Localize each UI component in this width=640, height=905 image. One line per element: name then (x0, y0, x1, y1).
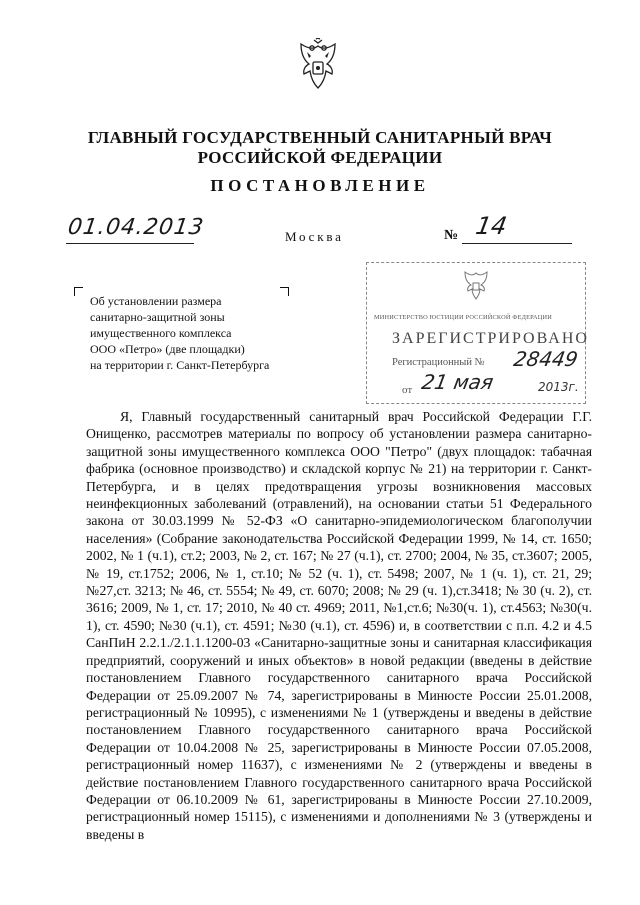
handwritten-number: 14 (473, 212, 510, 240)
issuer-country: РОССИЙСКОЙ ФЕДЕРАЦИИ (197, 148, 443, 167)
subject-line: имущественного комплекса (90, 326, 232, 340)
subject-line: ООО «Петро» (две площадки) (90, 342, 245, 356)
stamp-reg-number: 28449 (511, 347, 580, 371)
handwritten-date: 01.04.2013 (66, 215, 206, 240)
coat-of-arms-emblem (295, 38, 341, 90)
stamp-from-label: от (402, 384, 413, 396)
registration-stamp (366, 262, 589, 402)
subject-line: на территории г. Санкт-Петербурга (90, 358, 270, 372)
subject-line: санитарно-защитной зоны (90, 310, 225, 324)
document-type: ПОСТАНОВЛЕНИЕ (210, 176, 430, 195)
stamp-eagle-icon (462, 268, 490, 300)
stamp-reg-label: Регистрационный № (392, 357, 485, 368)
date-underline (66, 243, 194, 244)
subject-block (90, 293, 269, 373)
city: Москва (285, 229, 344, 244)
stamp-reg-year: 2013г. (538, 380, 579, 394)
issuer-title: ГЛАВНЫЙ ГОСУДАРСТВЕННЫЙ САНИТАРНЫЙ ВРАЧ (87, 128, 553, 147)
stamp-registered: ЗАРЕГИСТРИРОВАНО (392, 330, 589, 347)
number-underline (462, 243, 572, 244)
subject-line: Об установлении размера (90, 294, 222, 308)
stamp-ministry: МИНИСТЕРСТВО ЮСТИЦИИ РОССИЙСКОЙ ФЕДЕРАЦИИ (374, 314, 553, 321)
subject-bracket-left (74, 287, 83, 296)
body-paragraph: Я, Главный государственный санитарный врач Российской Федерации Г.Г. Онищенко, рассмотрев материалы по вопросу об установлении размера санитарно-защитной зоны имущественного комплекса ООО "Петро" (двух площадок: табачная фабрика (основное производство) и складской корпус № 21) на территории г. Санкт-Петербурга, и в целях предотвращения угрозы возникновения массовых неинфекционных заболеваний (отравлений), на основании статьи 51 Федерального закона от 30.03.1999 № 52-ФЗ «О санитарно-эпидемиологическом благополучии населения» (Собрание законодательства Российской Федерации 1999, № 14, ст. 1650; 2002, № 1 (ч.1), ст.2; 2003, № 2, ст. 167; № 27 (ч.1), ст. 2700; 2004, № 35, ст.3607; 2005, № 19, ст.1752; 2006, № 1, ст.10; № 52 (ч. 1), ст. 5498; 2007, № 1 (ч. 1), ст. 21, 29; №27,ст. 3213; № 46, ст. 5554; № 49, ст. 6070; 2008; № 29 (ч. 1),ст.3418; № 30 (ч. 2), ст. 3616; 2009, № 1, ст. 17; 2010, № 40 ст. 4969; 2011, №1,ст.6; №30(ч. 1), ст.4563; №30(ч. 1), ст. 4590; №30 (ч.1), ст. 4591; №30 (ч.1), ст. 4596) и, в соответствии с п.п. 4.2 и 4.5 СанПиН 2.2.1./2.1.1.1200-03 «Санитарно-защитные зоны и санитарная классификация предприятий, сооружений и иных объектов» в новой редакции (введены в действие постановлением Главного государственного санитарного врача Российской Федерации от 25.09.2007 № 74, зарегистрированы в Минюсте России 25.01.2008, регистрационный № 10995), с изменениями № 1 (утверждены и введены в действие постановлением Главного государственного санитарного врача Российской Федерации от 10.04.2008 № 25, зарегистрированы в Минюсте России 07.05.2008, регистрационный номер 11637), с изменениями № 2 (утверждены и введены в действие постановлением Главного государственного санитарного врача Российской Федерации от 06.10.2009 № 61, зарегистрированы в Минюсте России 27.10.2009, регистрационный номер 15115), с изменениями и дополнениями № 3 (утверждены и введены в (86, 409, 592, 842)
number-label: № (444, 228, 459, 243)
stamp-reg-date: 21 мая (419, 370, 496, 394)
subject-bracket-right (280, 287, 289, 296)
